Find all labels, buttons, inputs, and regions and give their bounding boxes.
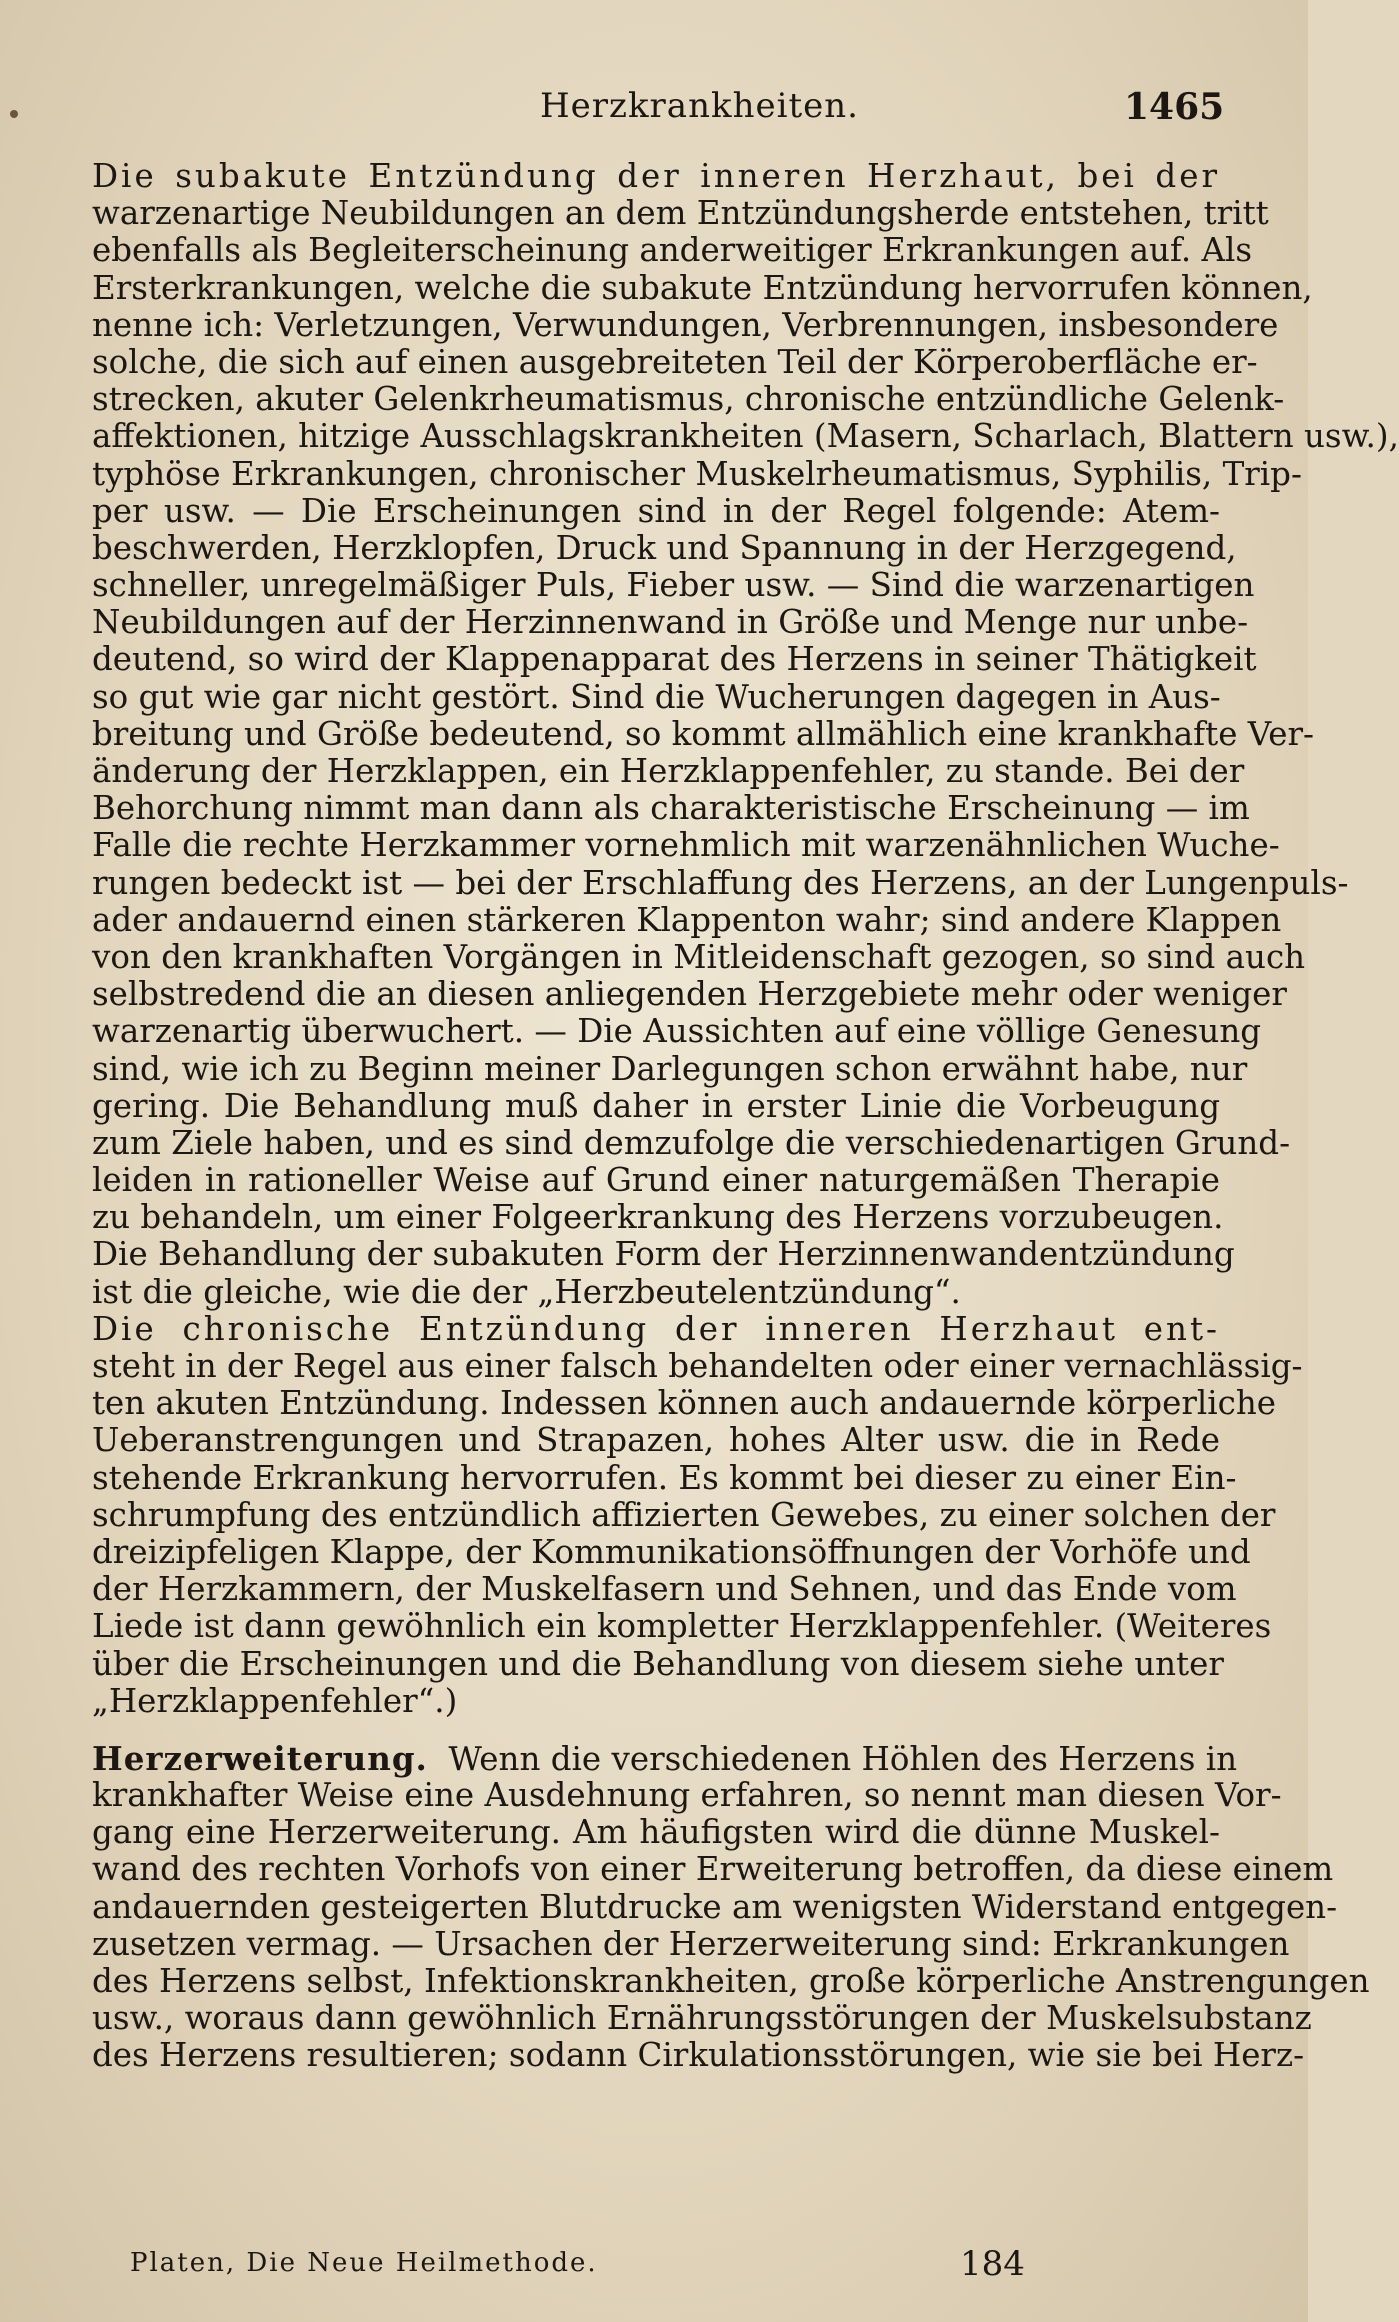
text-line: Die Behandlung der subakuten Form der Herzinnenwandentzündung: [92, 1235, 1235, 1274]
paragraph-gap: [92, 1720, 1220, 1740]
page-footer: [0, 2244, 1308, 2298]
text-line: ten akuten Entzündung. Indessen können auch andauernde körperliche: [92, 1384, 1277, 1423]
text-line: änderung der Herzklappen, ein Herzklappenfehler, zu stande. Bei der: [92, 752, 1245, 790]
text-line: stehende Erkrankung hervorrufen. Es kommt bei dieser zu einer Ein-: [92, 1458, 1237, 1497]
text-line: dreizipfeligen Klappe, der Kommunikationsöffnungen der Vorhöfe und: [92, 1532, 1251, 1571]
text-line: ader andauernd einen stärkeren Klappenton wahr; sind andere Klappen: [92, 900, 1282, 939]
text-line: des Herzens selbst, Infektionskrankheiten, große körperliche Anstrengungen: [92, 1962, 1370, 2000]
text-line: wand des rechten Vorhofs von einer Erweiterung betroffen, da diese einem: [92, 1850, 1334, 1889]
text-line: deutend, so wird der Klappenapparat des Herzens in seiner Thätigkeit: [92, 640, 1257, 679]
running-head: [0, 86, 1308, 146]
text-line: usw., woraus dann gewöhnlich Ernährungsstörungen der Muskelsubstanz: [92, 1999, 1312, 2038]
text-line: Ersterkrankungen, welche die subakute Entzündung hervorrufen können,: [92, 268, 1313, 307]
text-line: strecken, akuter Gelenkrheumatismus, chronische entzündliche Gelenk-: [92, 380, 1285, 419]
text-line: solche, die sich auf einen ausgebreiteten Teil der Körperoberfläche er-: [92, 342, 1258, 381]
text-line: breitung und Größe bedeutend, so kommt allmählich eine krankhafte Ver-: [92, 714, 1315, 753]
sheet-number: 184: [960, 2244, 1025, 2284]
text-line: zusetzen vermag. — Ursachen der Herzerweiterung sind: Erkrankungen: [92, 1924, 1290, 1963]
text-line: nenne ich: Verletzungen, Verwundungen, Verbrennungen, insbesondere: [92, 305, 1279, 344]
text-line: schneller, unregelmäßiger Puls, Fieber usw. — Sind die warzenartigen: [92, 566, 1255, 605]
text-line: rungen bedeckt ist — bei der Erschlaffung des Herzens, an der Lungenpuls-: [92, 863, 1349, 902]
text-line: so gut wie gar nicht gestört. Sind die Wucherungen dagegen in Aus-: [92, 677, 1221, 716]
text-line: des Herzens resultieren; sodann Cirkulationsstörungen, wie sie bei Herz-: [92, 2036, 1305, 2075]
text-line: schrumpfung des entzündlich affizierten Gewebes, zu einer solchen der: [92, 1495, 1276, 1534]
text-line: Wenn die verschiedenen Höhlen des Herzens in: [448, 1739, 1238, 1778]
page-number: 1465: [1124, 86, 1225, 128]
text-line: Die subakute Entzündung der inneren Herzhaut, bei der: [92, 157, 1220, 195]
section-heading: Herzerweiterung.: [92, 1738, 428, 1778]
text-line: Behorchung nimmt man dann als charakteristische Erscheinung — im: [92, 789, 1250, 828]
text-line: steht in der Regel aus einer falsch behandelten oder einer vernachlässig-: [92, 1347, 1303, 1385]
text-line: sind, wie ich zu Beginn meiner Darlegungen schon erwähnt habe, nur: [92, 1049, 1248, 1088]
text-line: gang eine Herzerweiterung. Am häufigsten wird die dünne Muskel-: [92, 1813, 1220, 1852]
text-line: krankhafter Weise eine Ausdehnung erfahren, so nennt man diesen Vor-: [92, 1776, 1282, 1815]
text-line: Die chronische Entzündung der inneren Herzhaut ent-: [92, 1309, 1220, 1348]
text-line: Neubildungen auf der Herzinnenwand in Größe und Menge nur unbe-: [92, 603, 1249, 642]
text-line: gering. Die Behandlung muß daher in erster Linie die Vorbeugung: [92, 1086, 1220, 1125]
text-line: von den krankhaften Vorgängen in Mitleidenschaft gezogen, so sind auch: [92, 937, 1306, 976]
text-line: warzenartig überwuchert. — Die Aussichten auf eine völlige Genesung: [92, 1012, 1262, 1051]
text-line: Falle die rechte Herzkammer vornehmlich mit warzenähnlichen Wuche-: [92, 826, 1280, 865]
running-head-title: Herzkrankheiten.: [540, 86, 859, 126]
text-line: zum Ziele haben, und es sind demzufolge die verschiedenartigen Grund-: [92, 1123, 1291, 1162]
text-line: warzenartige Neubildungen an dem Entzündungsherde entstehen, tritt: [92, 194, 1269, 233]
footer-signature: Platen, Die Neue Heilmethode.: [130, 2248, 598, 2278]
text-line: zu behandeln, um einer Folgeerkrankung des Herzens vorzubeugen.: [92, 1198, 1224, 1237]
body-text: [92, 157, 1399, 2075]
text-line: ebenfalls als Begleiterscheinung anderweitiger Erkrankungen auf. Als: [92, 231, 1253, 270]
text-line: über die Erscheinungen und die Behandlung von diesem siehe unter: [92, 1644, 1224, 1683]
section-first-line: [92, 1738, 1238, 1778]
text-line: affektionen, hitzige Ausschlagskrankheiten (Masern, Scharlach, Blattern usw.),: [92, 417, 1399, 456]
text-line: „Herzklappenfehler“.): [92, 1681, 458, 1720]
text-line: selbstredend die an diesen anliegenden Herzgebiete mehr oder weniger: [92, 975, 1287, 1014]
text-line: Ueberanstrengungen und Strapazen, hohes Alter usw. die in Rede: [92, 1421, 1220, 1460]
text-line: der Herzkammern, der Muskelfasern und Sehnen, und das Ende vom: [92, 1570, 1237, 1609]
text-line: Liede ist dann gewöhnlich ein kompletter Herzklappenfehler. (Weiteres: [92, 1607, 1272, 1646]
text-line: per usw. — Die Erscheinungen sind in der Regel folgende: Atem-: [92, 491, 1220, 530]
text-line: ist die gleiche, wie die der „Herzbeutelentzündung“.: [92, 1272, 961, 1311]
text-line: beschwerden, Herzklopfen, Druck und Spannung in der Herzgegend,: [92, 528, 1237, 567]
text-line: andauernden gesteigerten Blutdrucke am wenigsten Widerstand entgegen-: [92, 1887, 1338, 1926]
text-line: leiden in rationeller Weise auf Grund einer naturgemäßen Therapie: [92, 1161, 1220, 1200]
text-line: typhöse Erkrankungen, chronischer Muskelrheumatismus, Syphilis, Trip-: [92, 454, 1302, 493]
